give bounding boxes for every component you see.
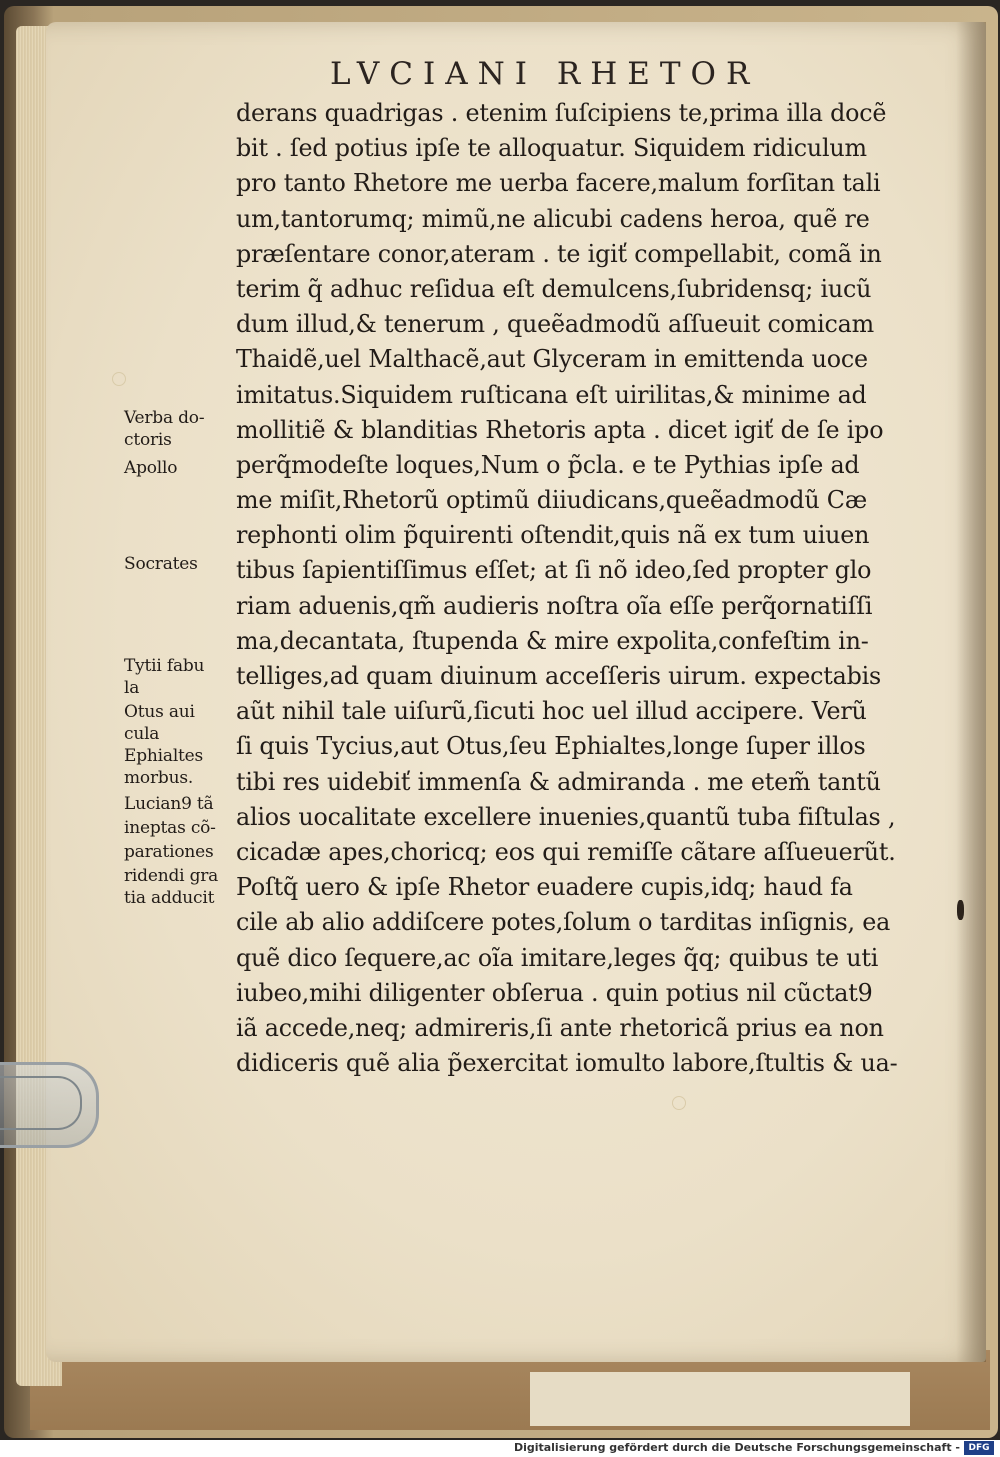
text-line: dum illud,& tenerum , queẽadmodũ aſſueuit comicam bbox=[236, 310, 874, 339]
cover-label-patch bbox=[530, 1372, 910, 1426]
margin-note: morbus. bbox=[124, 768, 194, 788]
text-line: aũt nihil tale uiſurũ,ſicuti hoc uel illud accipere. Verũ bbox=[236, 697, 867, 726]
text-line: iã accede,neq; admireris,ſi ante rhetoricã prius ea non bbox=[236, 1013, 884, 1042]
text-line: Poſtq̃ uero & ipſe Rhetor euadere cupis,idq; haud fa bbox=[236, 873, 853, 902]
text-line: telliges,ad quam diuinum acceſſeris uirum. expectabis bbox=[236, 662, 882, 690]
text-line: didiceris quẽ alia p̃exercitat iomulto labore,ſtultis & ua- bbox=[236, 1049, 898, 1078]
paper-clip-inner-loop bbox=[0, 1076, 82, 1130]
margin-note: Verba do- bbox=[124, 408, 205, 428]
dfg-logo-icon: DFG bbox=[964, 1441, 994, 1455]
paper-speck bbox=[672, 1096, 686, 1110]
margin-note: Ephialtes bbox=[124, 746, 204, 766]
margin-note: Otus aui bbox=[124, 702, 195, 722]
text-line: cicadæ apes,choricq; eos qui remiſſe cãtare aſſueuerũt. bbox=[236, 837, 896, 866]
footer-credit: Digitalisierung gefördert durch die Deutsche Forschungsgemeinschaft - bbox=[513, 1441, 960, 1454]
margin-note: Socrates bbox=[124, 554, 198, 574]
text-line: perq̃modeſte loques,Num o p̃cla. e te Pythias ipſe ad bbox=[236, 450, 860, 479]
paper-speck bbox=[112, 372, 126, 386]
text-line: Thaidẽ,uel Malthacẽ,aut Glyceram in emittenda uoce bbox=[236, 345, 868, 374]
margin-note: parationes bbox=[124, 842, 214, 862]
text-line: rephonti olim p̃quirenti oſtendit,quis nã ex tum uiuen bbox=[236, 521, 870, 550]
text-line: iubeo,mihi diligenter obſerua . quin potius nil cũctat9 bbox=[236, 978, 873, 1007]
text-line: pro tanto Rhetore me uerba facere,malum forſitan tali bbox=[236, 169, 881, 198]
margin-note: Lucian9 tã bbox=[124, 794, 214, 814]
text-line: præſentare conor,ateram . te igiť compellabit, comã in bbox=[236, 239, 882, 268]
margin-note: tia adducit bbox=[124, 888, 215, 908]
text-line: tibus ſapientiſſimus eſſet; at ſi nõ ideo,ſed propter glo bbox=[236, 556, 872, 585]
text-line: quẽ dico ſequere,ac oĩa imitare,leges q̃q; quibus te uti bbox=[236, 943, 879, 972]
text-line: imitatus.Siquidem ruſticana eſt uirilitas,& minime ad bbox=[236, 380, 867, 409]
text-line: riam aduenis,qm̃ audieris noſtra oĩa eſſe perq̃ornatiſſi bbox=[236, 591, 873, 620]
digitization-footer bbox=[0, 1440, 1000, 1457]
text-line: cile ab alio addiſcere potes,ſolum o tarditas inſignis, ea bbox=[236, 908, 891, 937]
margin-note: Apollo bbox=[124, 458, 178, 478]
margin-note: ridendi gra bbox=[124, 866, 219, 886]
text-line: derans quadrigas . etenim ſuſcipiens te,prima illa docẽ bbox=[236, 99, 887, 127]
text-line: terim q̃ adhuc reſidua eſt demulcens,ſubridensq; iucũ bbox=[236, 274, 872, 303]
margin-note: Tytii fabu bbox=[124, 656, 205, 676]
text-line: bit . ſed potius ipſe te alloquatur. Siquidem ridiculum bbox=[236, 134, 867, 163]
margin-note: ineptas cõ- bbox=[124, 818, 216, 838]
text-line: mollitiẽ & blanditias Rhetoris apta . dicet igiť de ſe ipo bbox=[236, 415, 884, 444]
body-text bbox=[236, 96, 898, 1081]
margin-note: ctoris bbox=[124, 430, 172, 450]
text-line: ma,decantata, ſtupenda & mire expolita,confeſtim in- bbox=[236, 626, 869, 655]
page-gutter-shadow bbox=[956, 22, 986, 1362]
text-line: me miſit,Rhetorũ optimũ diiudicans,queẽadmodũ Cæ bbox=[236, 486, 867, 515]
text-line: um,tantorumq; mimũ,ne alicubi cadens heroa, quẽ re bbox=[236, 204, 870, 233]
margin-note: la bbox=[124, 678, 140, 698]
text-line: tibi res uidebiť immenſa & admiranda . me etem̃ tantũ bbox=[236, 767, 881, 796]
text-line: alios uocalitate excellere inuenies,quantũ tuba fiſtulas , bbox=[236, 802, 896, 831]
ink-blot bbox=[957, 900, 964, 920]
text-line: ſi quis Tycius,aut Otus,ſeu Ephialtes,longe ſuper illos bbox=[236, 732, 866, 761]
margin-note: cula bbox=[124, 724, 160, 744]
running-head: LVCIANI RHETOR bbox=[330, 56, 760, 92]
